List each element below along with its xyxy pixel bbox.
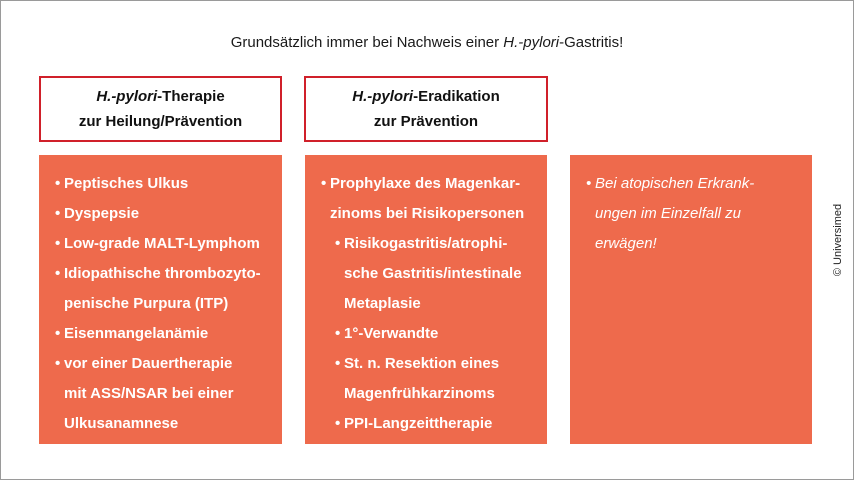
column-atopic-note <box>570 155 812 444</box>
list-item: • Low-grade MALT-Lymphom <box>55 229 272 259</box>
sub-list-item: • Risikogastritis/atrophi- sche Gastritis/intestinale Metaplasie <box>335 229 537 319</box>
sub-list-item: • PPI-Langzeittherapie <box>335 409 537 439</box>
list-item: • Eisenmangelanämie <box>55 319 272 349</box>
column-therapy-indications <box>39 155 282 444</box>
list-item: • Prophylaxe des Magenkar- zinoms bei Risikopersonen <box>321 169 537 229</box>
copyright-notice: © Universimed <box>832 203 844 277</box>
figure-title: Grundsätzlich immer bei Nachweis einer H.-pylori-Gastritis! <box>230 34 624 51</box>
column-eradication-indications <box>305 155 547 444</box>
list-item: • Dyspepsie <box>55 199 272 229</box>
sub-list-item: • St. n. Resektion eines Magenfrühkarzinoms <box>335 349 537 409</box>
list-item: • Bei atopischen Erkrank- ungen im Einzelfall zu erwägen! <box>586 169 802 259</box>
sub-list-item: • 1°-Verwandte <box>335 319 537 349</box>
header-box-therapy: H.-pylori-Therapie zur Heilung/Prävention <box>39 76 282 142</box>
header-box-eradication: H.-pylori-Eradikation zur Prävention <box>304 76 548 142</box>
list-item: • Idiopathische thrombozyto- penische Purpura (ITP) <box>55 259 272 319</box>
list-item: • vor einer Dauertherapie mit ASS/NSAR bei einer Ulkusanamnese <box>55 349 272 439</box>
list-item: • Peptisches Ulkus <box>55 169 272 199</box>
